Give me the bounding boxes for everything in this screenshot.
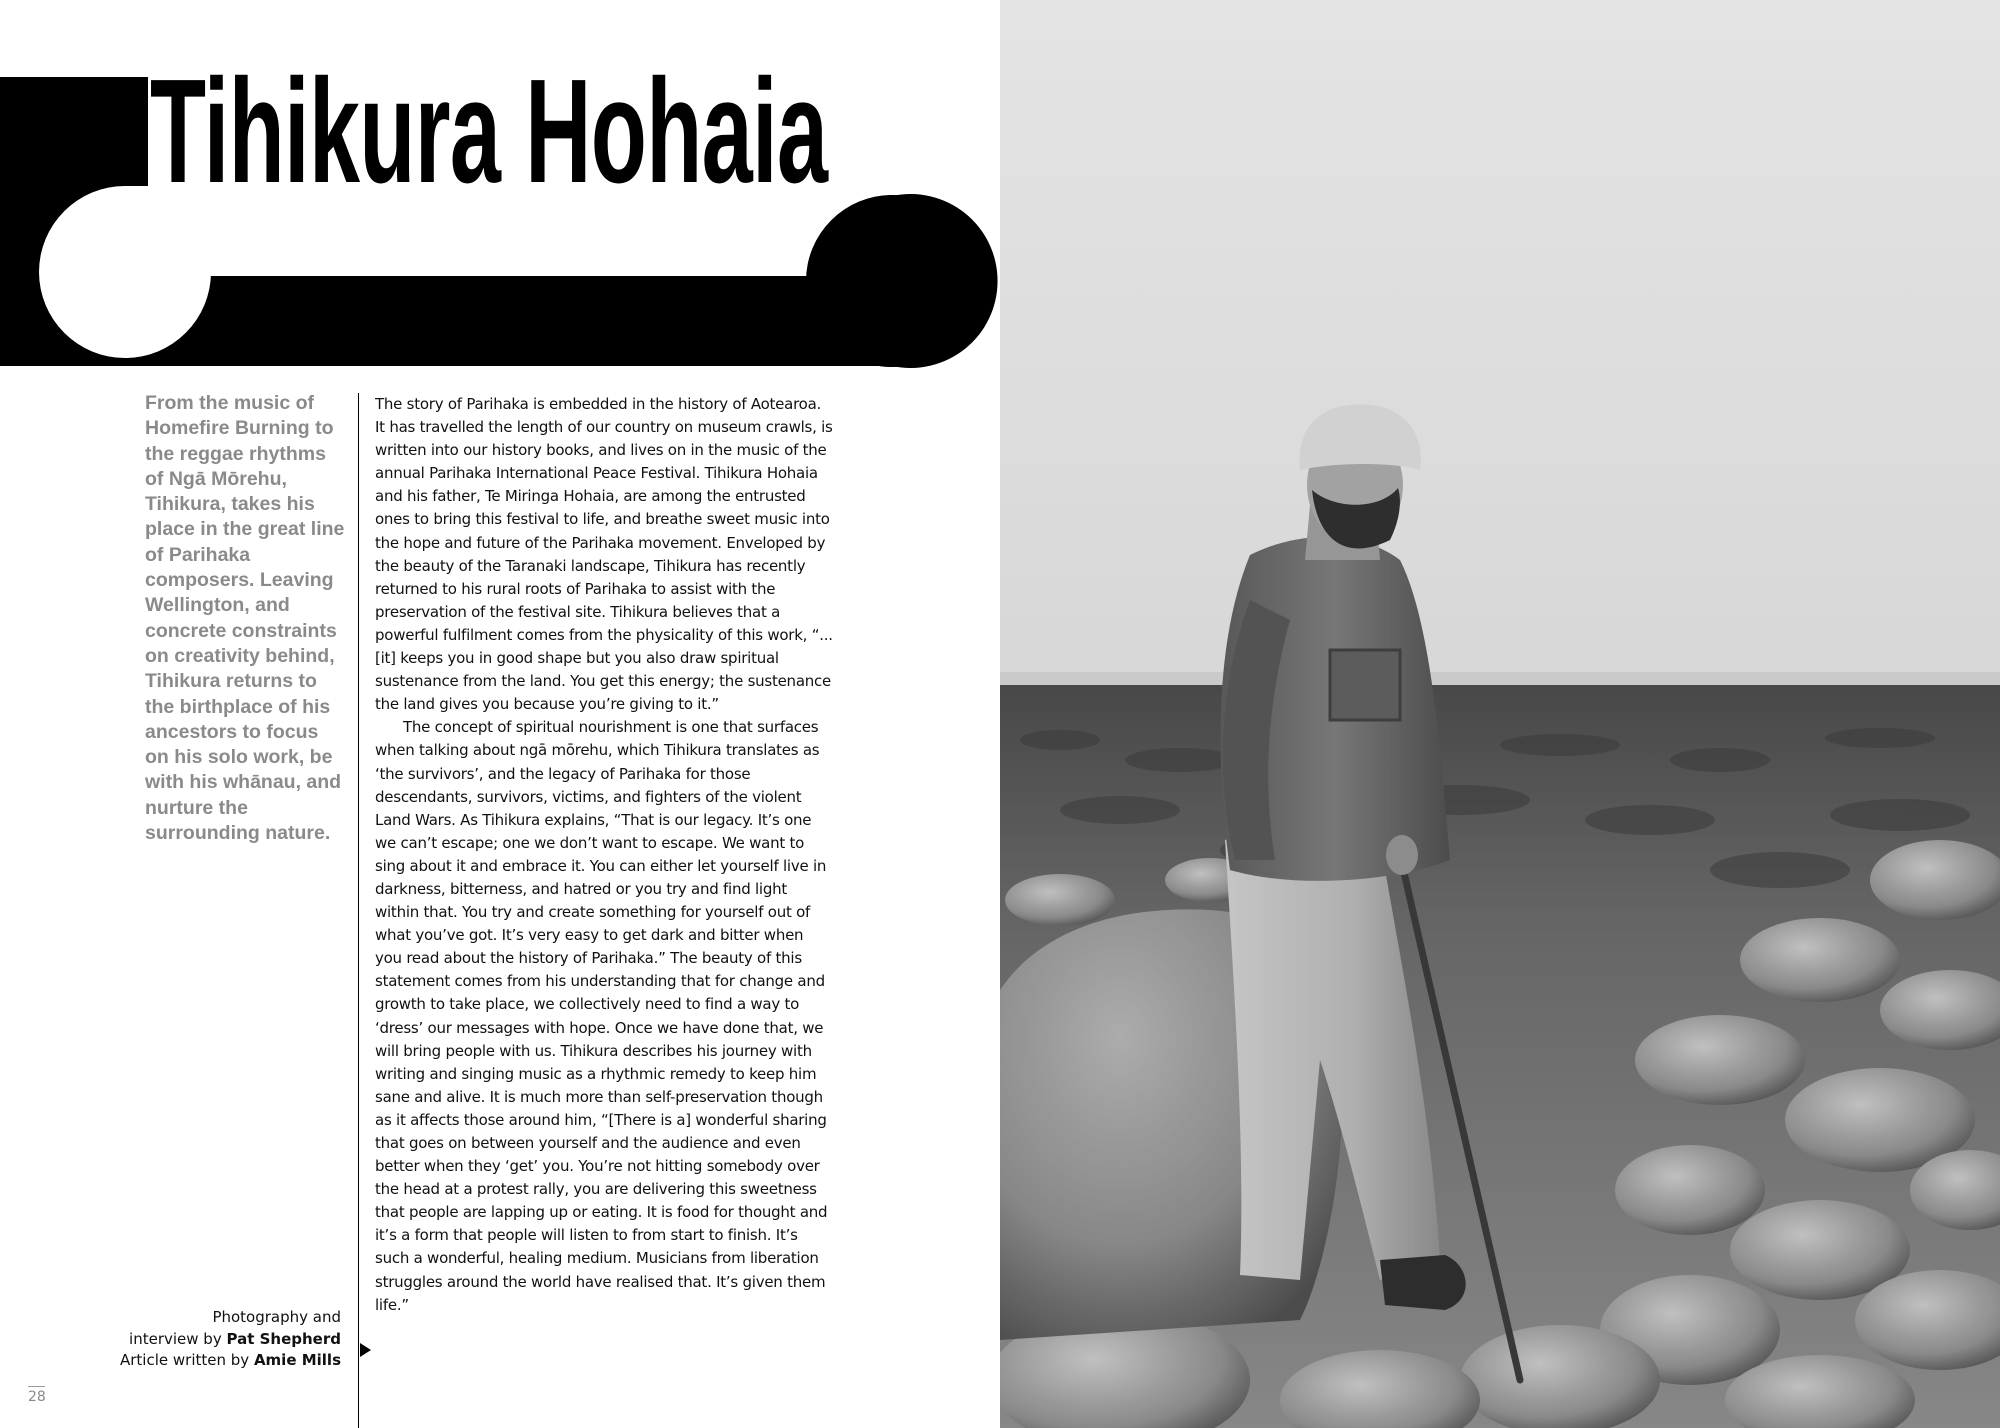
credits-line-1: Photography and <box>212 1308 341 1326</box>
column-divider <box>358 393 359 1428</box>
credits-photographer: Pat Shepherd <box>226 1329 341 1348</box>
folio-rule <box>28 1386 45 1387</box>
credits-writer-prefix: Article written by <box>120 1351 250 1369</box>
photo-illustration <box>1000 0 2000 1428</box>
credits-writer: Amie Mills <box>253 1351 341 1369</box>
article-title: Tihikura Hohaia <box>150 49 828 214</box>
arrow-right-icon <box>360 1343 371 1357</box>
page-number: 28 <box>28 1389 46 1405</box>
credits-line-2 <box>90 1329 341 1351</box>
credits-photographer-prefix: interview by <box>129 1329 222 1348</box>
credits-line-3 <box>90 1350 341 1372</box>
pull-quote: From the music of Homefire Burning to the reggae rhythms of Ngā Mōrehu, Tihikura, takes his place in the great line of Parihaka composers. Leaving Wellington, and concrete constraints on creativity behind, Tihikura returns to the birthplace of his ancestors to focus on his solo work, be with his whānau, and nurture the surrounding nature. <box>145 392 345 845</box>
banner-right-disc-top <box>806 195 978 367</box>
article-paragraph: The story of Parihaka is embedded in the history of Aotearoa. It has travelled the length of our country on museum crawls, is written into our history books, and lives on in the music of the annual Parihaka International Peace Festival. Tihikura Hohaia and his father, Te Miringa Hohaia, are among the entrusted ones to bring this festival to life, and breathe sweet music into the hope and future of the Parihaka movement. Enveloped by the beauty of the Taranaki landscape, Tihikura has recently returned to his rural roots of Parihaka to assist with the preservation of the festival site. Tihikura believes that a powerful fulfilment comes from the physicality of this work, “...[it] keeps you in good shape but you also draw spiritual sustenance from the land. You get this energy; the sustenance the land gives you because you’re giving to it.” <box>375 395 833 714</box>
article-paragraph: The concept of spiritual nourishment is one that surfaces when talking about ngā mōrehu, which Tihikura translates as ‘the survivors’, and the legacy of Parihaka for those descendants, survivors, victims, and fighters of the violent Land Wars. As Tihikura explains, “That is our legacy. It’s one we can’t escape; one we don’t want to escape. We want to sing about it and embrace it. You can either let yourself live in darkness, bitterness, and hatred or you try and find light within that. You try and create something for yourself out of what you’ve got. It’s very easy to get dark and bitter when you read about the history of Parihaka.” The beauty of this statement comes from his understanding that for change and growth to take place, we collectively need to find a way to ‘dress’ our messages with hope. Once we have done that, we will bring people with us. Tihikura describes his journey with writing and singing music as a rhythmic remedy to keep him sane and alive. It is much more than self-preservation though as it affects those around him, “[There is a] wonderful sharing that goes on between yourself and the audience and even better when they ‘get’ you. You’re not hitting somebody over the head at a protest rally, you are delivering this sweetness that people are lapping up or eating. It is food for thought and it’s a form that people will listen to from start to finish. It’s such a wonderful, healing medium. Musicians from liberation struggles around the world have realised that. It’s given them life.” <box>375 718 828 1314</box>
article-body <box>375 393 833 1317</box>
credits <box>90 1307 341 1372</box>
portrait-photo <box>1000 0 2000 1428</box>
grain-overlay <box>1000 0 2000 1428</box>
